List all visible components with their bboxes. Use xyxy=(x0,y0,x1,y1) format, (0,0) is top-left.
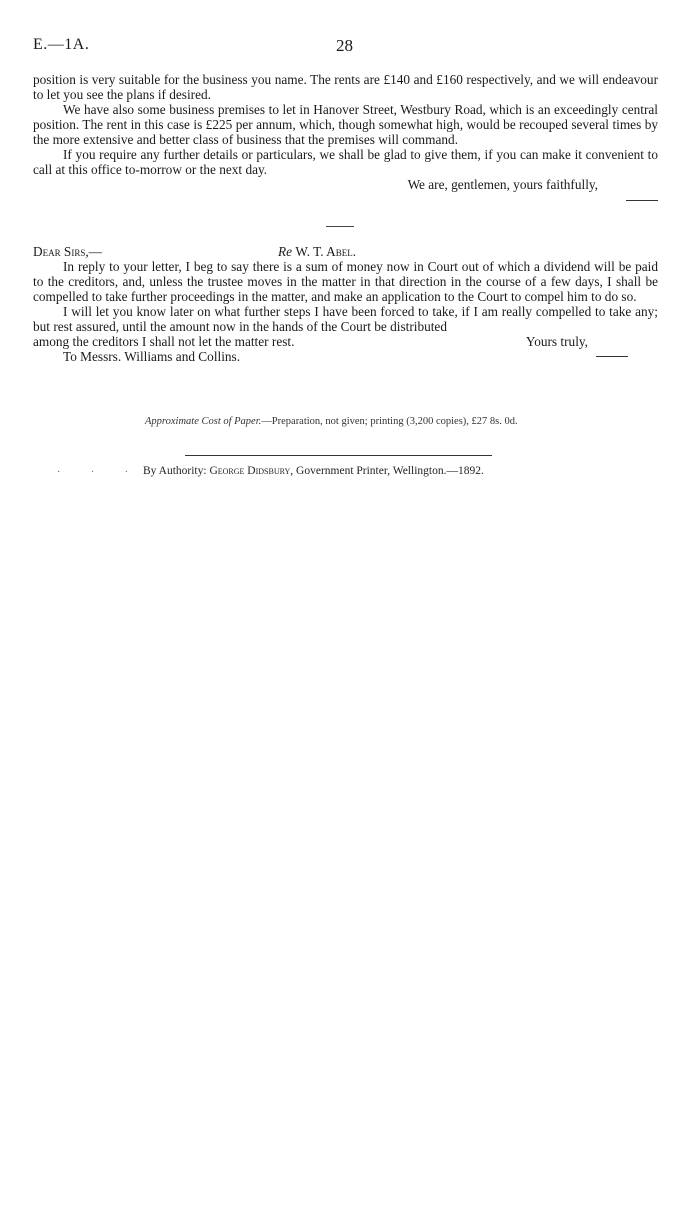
letter-one-closing: We are, gentlemen, yours faithfully, xyxy=(407,177,598,192)
letter-two-paragraph: I will let you know later on what further steps I have been forced to take, if I am really compelled to take any; but rest assured, until the amount now in the hands of the Court be distributed xyxy=(33,304,658,334)
authority-suffix: Government Printer, Wellington.—1892. xyxy=(296,465,484,477)
letter-two-paragraph: In reply to your letter, I beg to say there is a sum of money now in Court out of which a dividend will be paid to the creditors, and, unless the trustee moves in the matter in that direction in the course of a few days, I shall be compelled to take further proceedings in the matter, and make an application to the Court to compel him to do so. xyxy=(33,259,658,304)
footer-rule xyxy=(185,455,492,456)
letter-two-last-line: among the creditors I shall not let the matter rest. xyxy=(33,334,295,349)
re-label: Re xyxy=(278,244,293,259)
cost-label: Approximate Cost of Paper. xyxy=(145,416,262,427)
letter-separator xyxy=(326,226,354,227)
decorative-dots: · · · xyxy=(57,467,142,478)
letter-one-paragraph: position is very suitable for the business you name. The rents are £140 and £160 respectively, and we will endeavour to let you see the plans if desired. xyxy=(33,72,658,102)
page-number: 28 xyxy=(336,36,353,55)
letter-one-paragraph: If you require any further details or particulars, we shall be glad to give them, if you can make it convenient to call at this office to-morrow or the next day. xyxy=(33,147,658,177)
cost-note xyxy=(145,416,518,427)
letter-two xyxy=(33,244,658,364)
document-reference: E.—1A. xyxy=(33,36,90,53)
authority-line xyxy=(143,465,484,477)
re-line xyxy=(278,244,356,259)
letter-one xyxy=(33,72,658,207)
salutation: Dear Sirs,— xyxy=(33,244,102,259)
re-name: W. T. Abel. xyxy=(295,244,357,259)
letter-two-closing: Yours truly, xyxy=(525,334,588,349)
letter-one-paragraph: We have also some business premises to let in Hanover Street, Westbury Road, which is an exceedingly central position. The rent in this case is £225 per annum, which, though somewhat high, would be recouped several times by the more extensive and better class of business that the premises will command. xyxy=(33,102,658,147)
salutation-row xyxy=(33,244,658,259)
page-header xyxy=(33,36,660,58)
authority-prefix: By Authority: xyxy=(143,465,207,477)
addressee-row xyxy=(33,349,658,364)
cost-text: —Preparation, not given; printing (3,200 copies), £27 8s. 0d. xyxy=(261,416,518,427)
signature-dash xyxy=(33,192,658,207)
closing-row xyxy=(33,334,658,349)
printer-name: George Didsbury, xyxy=(209,465,294,477)
signature-dash xyxy=(596,356,628,357)
addressee: To Messrs. Williams and Collins. xyxy=(63,349,241,364)
